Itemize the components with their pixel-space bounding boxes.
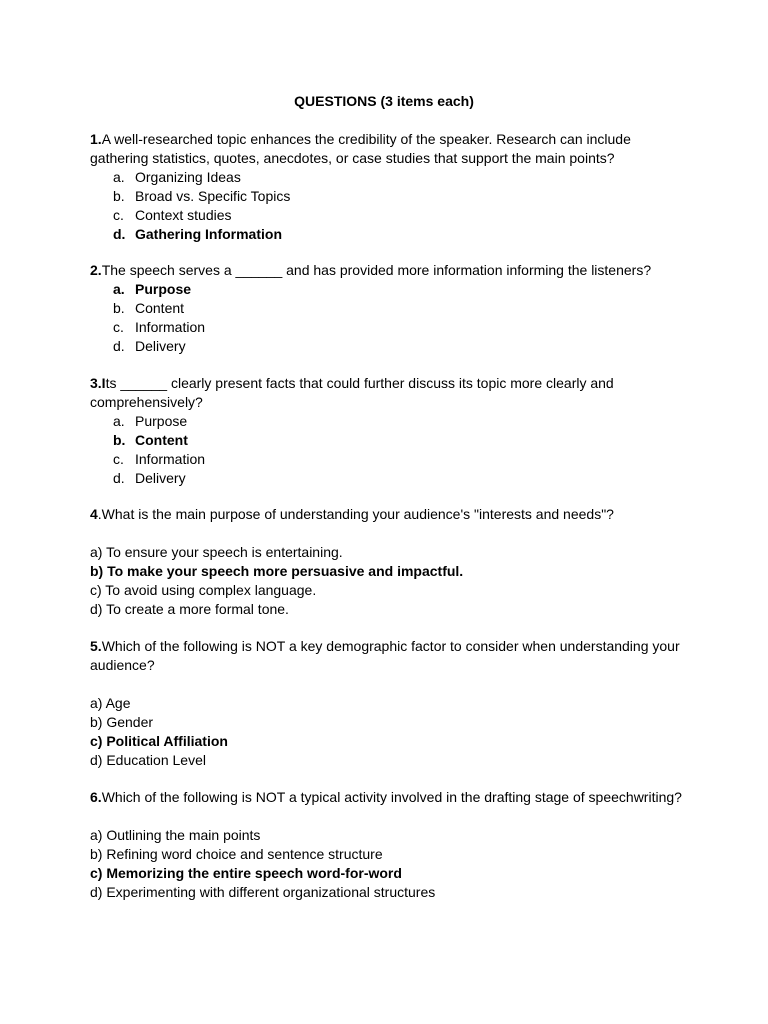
option-text: Information	[135, 319, 206, 335]
option-list	[90, 412, 690, 488]
option-item: b) Gender	[90, 714, 154, 730]
option-letter: a.	[113, 413, 125, 429]
option-item: c) To avoid using complex language.	[90, 582, 317, 598]
question-body: .What is the main purpose of understanding your audience's "interests and needs"?	[97, 506, 614, 522]
option-text: Content	[135, 300, 185, 316]
option-item: d) Experimenting with different organizational structures	[90, 884, 436, 900]
option-text: Purpose	[135, 281, 192, 297]
question-1	[90, 130, 690, 244]
question-number: 6.	[90, 789, 102, 805]
question-1-text	[90, 130, 690, 168]
option-text: Delivery	[135, 338, 186, 354]
option-item	[90, 187, 690, 206]
question-body: Which of the following is NOT a typical activity involved in the drafting stage of speechwriting?	[101, 789, 682, 805]
option-letter: b.	[113, 300, 125, 316]
page-title: QUESTIONS (3 items each)	[294, 93, 474, 109]
option-item: b) Refining word choice and sentence structure	[90, 846, 383, 862]
option-item	[90, 168, 690, 187]
option-item: d) To create a more formal tone.	[90, 601, 289, 617]
question-body: A well-researched topic enhances the credibility of the speaker. Research can include gathering statistics, quotes, anecdotes, or case studies that support the main points?	[90, 131, 631, 166]
option-item-answer: c) Political Affiliation	[90, 733, 228, 749]
question-body: ts ______ clearly present facts that could further discuss its topic more clearly and comprehensively?	[90, 375, 614, 410]
option-item: d) Education Level	[90, 752, 206, 768]
option-item	[90, 450, 690, 469]
question-number: 4	[90, 506, 98, 522]
question-number: 3.I	[90, 375, 106, 391]
option-item-answer	[90, 280, 690, 299]
question-3	[90, 374, 690, 488]
option-letter: a.	[113, 169, 125, 185]
question-4-text	[90, 505, 690, 524]
option-letter: c.	[113, 319, 124, 335]
option-item: a) Outlining the main points	[90, 827, 261, 843]
question-3-text	[90, 374, 690, 412]
question-body: Which of the following is NOT a key demographic factor to consider when understanding your audience?	[90, 638, 680, 673]
option-text: Context studies	[135, 207, 232, 223]
option-item: a) To ensure your speech is entertaining.	[90, 544, 343, 560]
option-list	[90, 168, 690, 244]
option-letter: d.	[113, 470, 125, 486]
option-letter: a.	[113, 281, 125, 297]
option-text: Gathering Information	[135, 226, 282, 242]
option-item	[90, 469, 690, 488]
question-2-text	[90, 261, 690, 280]
question-6-text	[90, 788, 690, 807]
option-item-answer	[90, 431, 690, 450]
question-5	[90, 637, 690, 770]
question-2	[90, 261, 690, 356]
question-number: 1.	[90, 131, 102, 147]
option-text: Broad vs. Specific Topics	[135, 188, 291, 204]
option-item	[90, 337, 690, 356]
option-item	[90, 412, 690, 431]
question-number: 5.	[90, 638, 102, 654]
question-6	[90, 788, 690, 902]
question-body: The speech serves a ______ and has provided more information informing the listeners?	[101, 262, 652, 278]
question-5-text	[90, 637, 690, 675]
option-letter: d.	[113, 226, 126, 242]
option-item: a) Age	[90, 695, 131, 711]
option-letter: c.	[113, 451, 124, 467]
option-text: Content	[135, 432, 188, 448]
option-letter: d.	[113, 338, 125, 354]
option-letter: b.	[113, 432, 126, 448]
option-list	[90, 280, 690, 356]
option-item	[90, 318, 690, 337]
question-number: 2.	[90, 262, 102, 278]
option-letter: c.	[113, 207, 124, 223]
option-item-answer	[90, 225, 690, 244]
option-letter: b.	[113, 188, 125, 204]
option-item-answer: c) Memorizing the entire speech word-for-word	[90, 865, 402, 881]
option-text: Delivery	[135, 470, 186, 486]
option-item-answer: b) To make your speech more persuasive and impactful.	[90, 563, 464, 579]
option-text: Information	[135, 451, 206, 467]
option-text: Purpose	[135, 413, 188, 429]
option-text: Organizing Ideas	[135, 169, 241, 185]
question-4	[90, 505, 690, 619]
option-item	[90, 206, 690, 225]
option-item	[90, 299, 690, 318]
